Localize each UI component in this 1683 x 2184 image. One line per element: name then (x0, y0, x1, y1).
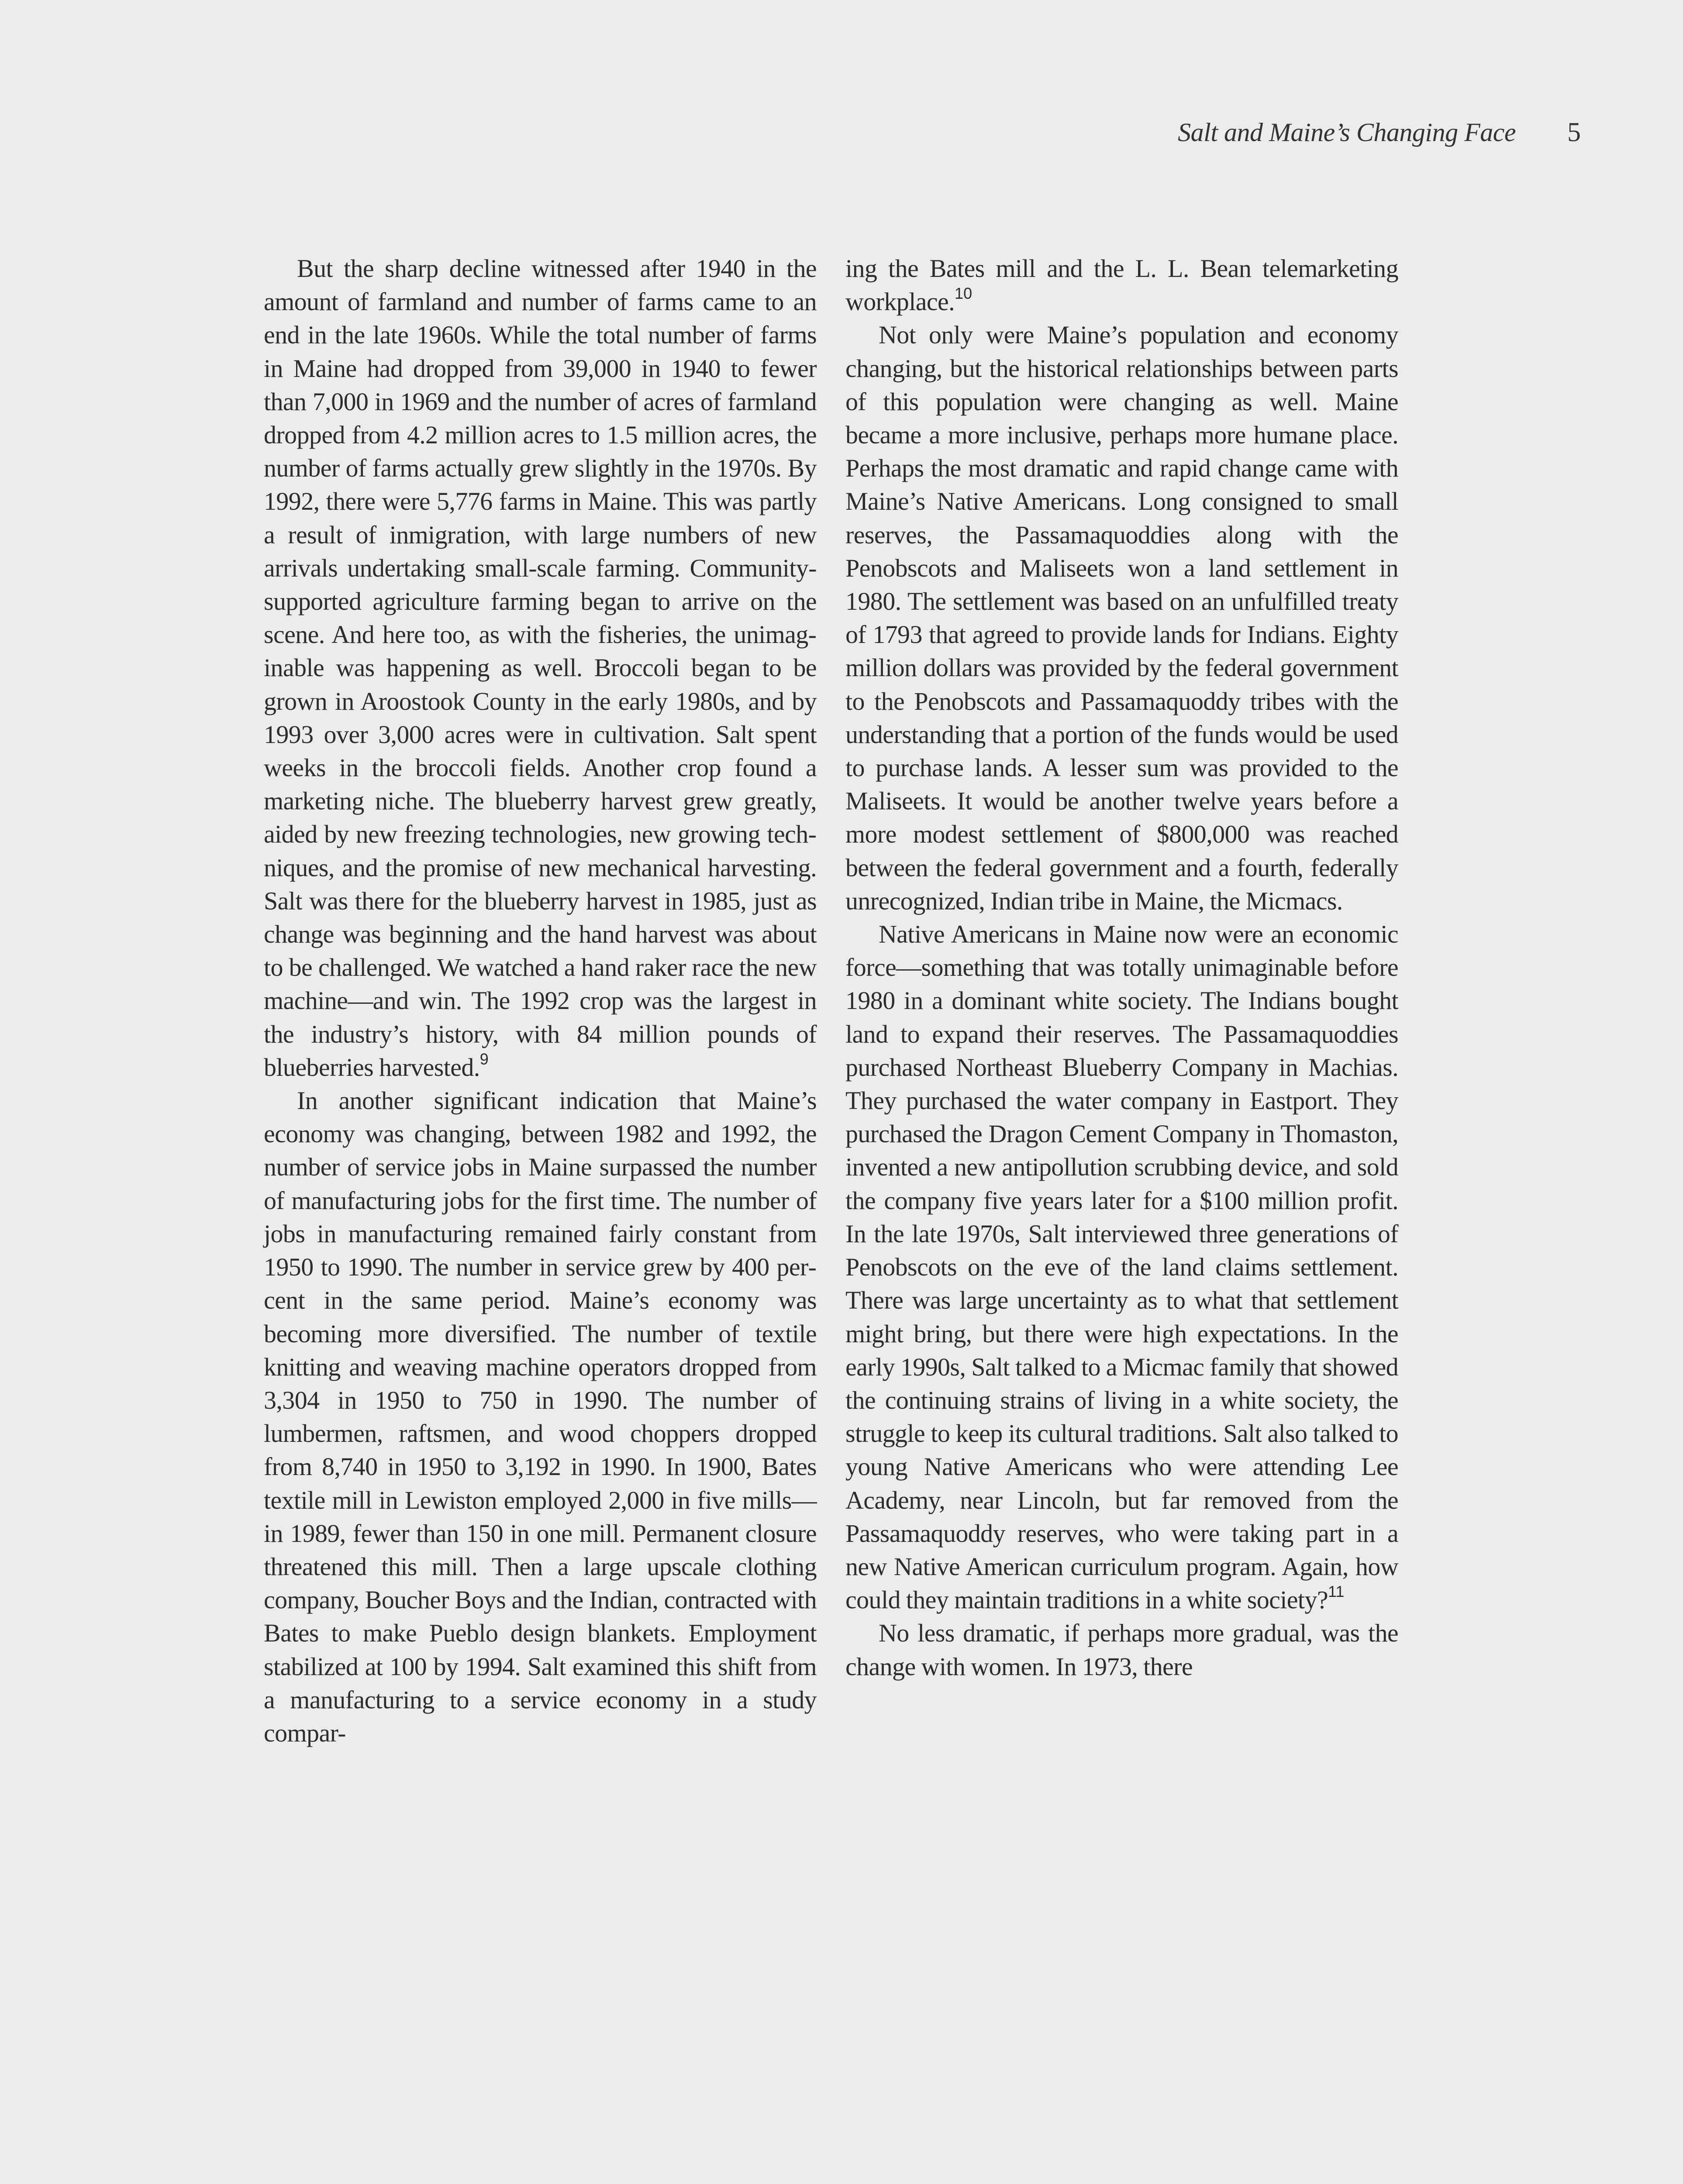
paragraph-text: Native Americans in Maine now were an economic force—something that was totally unimaginable before 1980 in a dominant white society. The Indians bought land to expand their reserves. The Passamaquoddies purchased Northeast Blueberry Company in Machias. They purchased the water company in Eastport. They purchased the Dragon Cement Company in Thomaston, invented a new antipollution scrubbing device, and sold the company five years later for a $100 million profit. In the late 1970s, Salt interviewed three generations of Penobscots on the eve of the land claims settlement. There was large uncertainty as to what that settlement might bring, but there were high expectations. In the early 1990s, Salt talked to a Micmac family that showed the continuing strains of living in a white society, the struggle to keep its cultural traditions. Salt also talked to young Native Americans who were attending Lee Academy, near Lincoln, but far removed from the Passamaquoddy reserves, who were taking part in a new Native American curriculum program. Again, how could they maintain traditions in a white society? (845, 920, 1398, 1614)
running-head (1048, 117, 1581, 156)
paragraph-text: Not only were Maine’s population and economy changing, but the historical relationships between parts of this population were changing as well. Maine became a more inclusive, perhaps more humane place. Perhaps the most dramatic and rapid change came with Maine’s Native Americans. Long consigned to small reserves, the Passamaquoddies along with the Penobscots and Maliseets won a land settlement in 1980. The settlement was based on an unfulfilled treaty of 1793 that agreed to provide lands for Indians. Eighty million dollars was provided by the federal government to the Penobscots and Passamaquoddy tribes with the understanding that a portion of the funds would be used to purchase lands. A lesser sum was provided to the Maliseets. It would be another twelve years before a more modest settlement of $800,000 was reached between the federal government and a fourth, federally unrecognized, Indian tribe in Maine, the Micmacs. (845, 321, 1398, 915)
paragraph (845, 318, 1398, 918)
paragraph-text: But the sharp decline witnessed after 1940 in the amount of farmland and number of farms came to an end in the late 1960s. While the total number of farms in Maine had dropped from 39,000 in 1940 to fewer than 7,000 in 1969 and the number of acres of farmland dropped from 4.2 million acres to 1.5 million acres, the number of farms actually grew slightly in the 1970s. By 1992, there were 5,776 farms in Maine. This was partly a result of inmigration, with large numbers of new arrivals undertaking small-scale farming. Community-supported agriculture farming began to arrive on the scene. And here too, as with the fisheries, the unimaginable was happening as well. Broccoli began to be grown in Aroostook County in the early 1980s, and by 1993 over 3,000 acres were in cultivation. Salt spent weeks in the broccoli fields. Another crop found a marketing niche. The blueberry harvest grew greatly, aided by new freezing technologies, new growing techniques, and the promise of new mechanical harvesting. Salt was there for the blueberry harvest in 1985, just as change was beginning and the hand harvest was about to be challenged. We watched a hand raker race the new machine—and win. The 1992 crop was the largest in the industry’s history, with 84 million pounds of blueberries harvested. (264, 254, 817, 1082)
footnote-marker: 11 (1328, 1583, 1345, 1601)
paragraph-text: ing the Bates mill and the L. L. Bean telemarketing workplace. (845, 254, 1398, 316)
paragraph-text: No less dramatic, if perhaps more gradual, was the change with women. In 1973, there (845, 1619, 1398, 1681)
paragraph (845, 918, 1398, 1617)
footnote-marker: 9 (479, 1050, 489, 1068)
page-number: 5 (1567, 117, 1581, 147)
paragraph-text: In another significant indication that Maine’s economy was changing, between 1982 and 1992, the number of service jobs in Maine surpassed the number of manufacturing jobs for the first time. The number of jobs in manufacturing remained fairly constant from 1950 to 1990. The number in service grew by 400 percent in the same period. Maine’s economy was becoming more diversified. The number of textile knitting and weaving machine operators dropped from 3,304 in 1950 to 750 in 1990. The number of lumbermen, raftsmen, and wood choppers dropped from 8,740 in 1950 to 3,192 in 1990. In 1900, Bates textile mill in Lewiston employed 2,000 in five mills—in 1989, fewer than 150 in one mill. Permanent closure threatened this mill. Then a large upscale clothing company, Boucher Boys and the Indian, contracted with Bates to make Pueblo design blankets. Employment stabilized at 100 by 1994. Salt examined this shift from a manufacturing to a service economy in a study compar- (264, 1086, 817, 1747)
paragraph (264, 1084, 817, 1750)
footnote-marker: 10 (955, 284, 973, 303)
right-column (845, 252, 1398, 1683)
paragraph (845, 252, 1398, 318)
paragraph (845, 1617, 1398, 1683)
running-title: Salt and Maine’s Changing Face (1178, 118, 1516, 147)
left-column (264, 252, 817, 1750)
paragraph (264, 252, 817, 1084)
